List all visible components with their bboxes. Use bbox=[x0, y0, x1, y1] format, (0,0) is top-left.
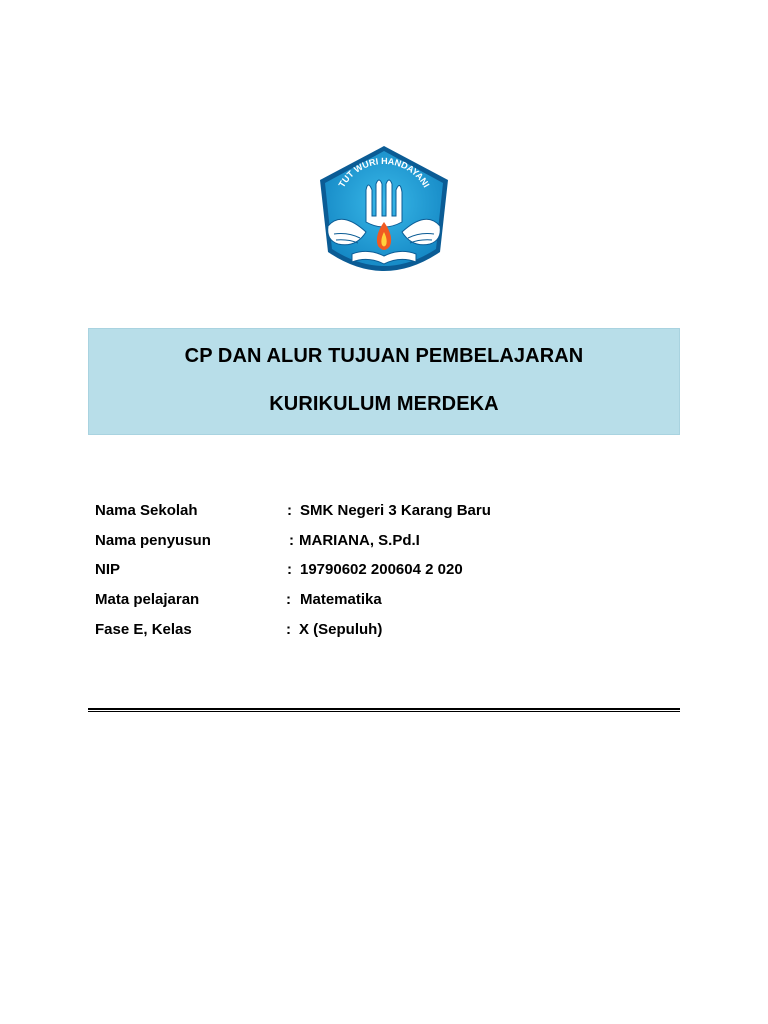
document-title-line-1: CP DAN ALUR TUJUAN PEMBELAJARAN bbox=[184, 345, 584, 367]
identity-info-list bbox=[95, 502, 655, 650]
double-rule-bottom bbox=[88, 711, 680, 712]
info-row-nip bbox=[95, 561, 655, 591]
info-colon: : bbox=[286, 591, 291, 609]
info-value: Matematika bbox=[300, 591, 382, 609]
info-label: Fase E, Kelas bbox=[95, 620, 192, 638]
info-row-school bbox=[95, 502, 655, 532]
info-value: SMK Negeri 3 Karang Baru bbox=[300, 502, 491, 519]
double-rule-top bbox=[88, 708, 680, 710]
title-box bbox=[88, 328, 680, 435]
logo-motto: TUT WURI HANDAYANI bbox=[336, 155, 432, 190]
info-row-class bbox=[95, 621, 655, 651]
info-label: Nama penyusun bbox=[95, 531, 211, 549]
info-colon: : bbox=[287, 502, 292, 519]
info-label: NIP bbox=[95, 561, 121, 579]
info-colon: : bbox=[287, 561, 292, 579]
tut-wuri-handayani-logo bbox=[308, 140, 460, 288]
info-value: X (Sepuluh) bbox=[299, 620, 383, 638]
info-row-author bbox=[95, 532, 655, 562]
info-colon: : bbox=[289, 531, 294, 549]
info-value: 19790602 200604 2 020 bbox=[300, 561, 463, 579]
emblem-icon bbox=[308, 140, 460, 288]
info-row-subject bbox=[95, 591, 655, 621]
info-label: Mata pelajaran bbox=[95, 591, 200, 609]
document-title-line-2: KURIKULUM MERDEKA bbox=[269, 393, 499, 415]
info-colon: : bbox=[286, 620, 291, 638]
info-label: Nama Sekolah bbox=[95, 502, 198, 519]
info-value: MARIANA, S.Pd.I bbox=[299, 531, 420, 549]
